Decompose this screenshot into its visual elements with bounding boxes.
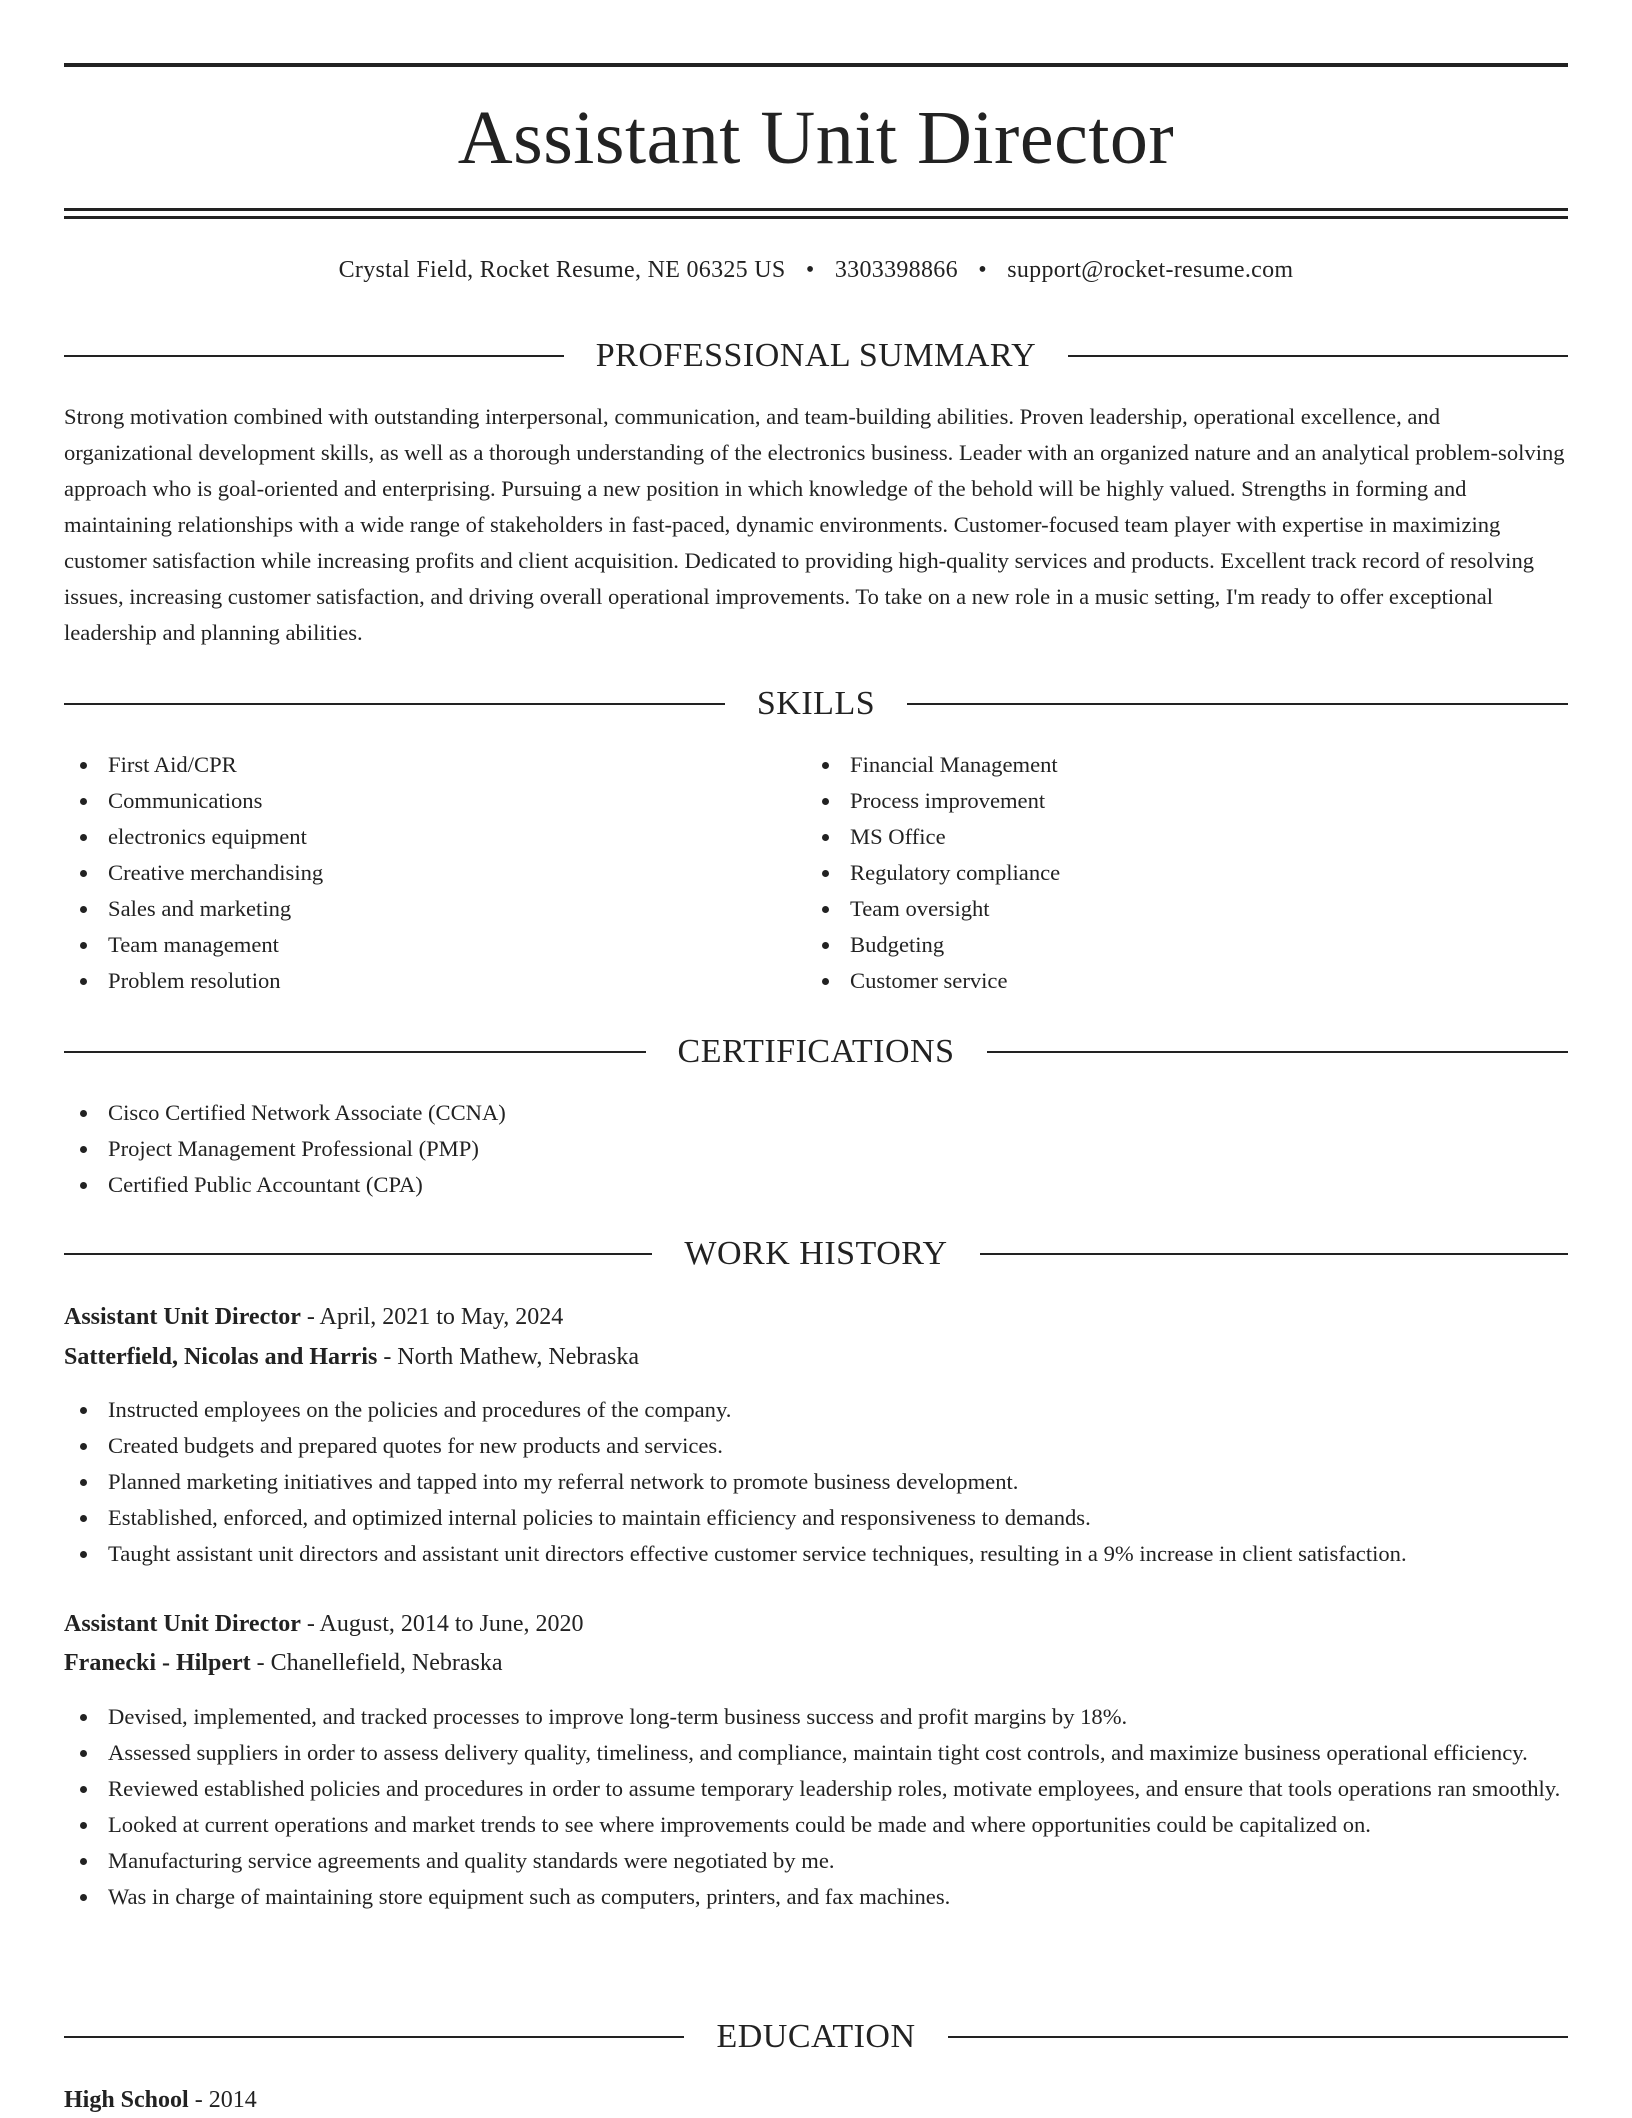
job-bullet: Taught assistant unit directors and assistant unit directors effective customer service techniques, resulting in a 9% increase in client satisfaction.: [64, 1536, 1568, 1572]
job-title: Assistant Unit Director: [64, 1611, 301, 1637]
heading-rule: [980, 1253, 1568, 1255]
skill-item: MS Office: [806, 819, 1506, 855]
job-bullet: Established, enforced, and optimized internal policies to maintain efficiency and responsiveness to demands.: [64, 1500, 1568, 1536]
heading-rule: [1068, 355, 1568, 357]
header-bottom-rule: [64, 208, 1568, 211]
work-history-section-heading: [64, 1234, 1568, 1274]
skills-list-left: [64, 747, 764, 999]
skill-item: Customer service: [806, 963, 1506, 999]
header-top-rule: [64, 63, 1568, 67]
section-title: SKILLS: [756, 685, 876, 722]
job-title-line: [64, 1606, 1568, 1642]
job-title: Assistant Unit Director: [64, 1304, 301, 1330]
certification-item: Cisco Certified Network Associate (CCNA): [64, 1095, 1568, 1131]
skill-item: Team management: [64, 927, 764, 963]
skill-item: Process improvement: [806, 783, 1506, 819]
job-bullet: Manufacturing service agreements and quality standards were negotiated by me.: [64, 1843, 1568, 1879]
skill-item: Regulatory compliance: [806, 855, 1506, 891]
education-degree: High School: [64, 2087, 189, 2113]
job-bullet: Reviewed established policies and procedures in order to assume temporary leadership roles, motivate employees, and ensure that tools operations ran smoothly.: [64, 1771, 1568, 1807]
job-bullets: [64, 1392, 1568, 1572]
skill-item: Sales and marketing: [64, 891, 764, 927]
heading-rule: [64, 703, 725, 705]
heading-rule: [64, 1051, 646, 1053]
job-location: - Chanellefield, Nebraska: [250, 1650, 503, 1676]
skill-item: Budgeting: [806, 927, 1506, 963]
contact-address: Crystal Field, Rocket Resume, NE 06325 US: [338, 257, 786, 283]
certification-item: Certified Public Accountant (CPA): [64, 1167, 1568, 1203]
job-bullets: [64, 1699, 1568, 1915]
job-title-line: [64, 1299, 1568, 1335]
skill-item: Financial Management: [806, 747, 1506, 783]
skill-item: Creative merchandising: [64, 855, 764, 891]
section-title: EDUCATION: [716, 2018, 916, 2055]
contact-line: [64, 252, 1568, 288]
heading-rule: [907, 703, 1568, 705]
certifications-section-heading: [64, 1032, 1568, 1072]
section-title: CERTIFICATIONS: [677, 1033, 955, 1070]
section-title: PROFESSIONAL SUMMARY: [595, 337, 1037, 374]
contact-separator: •: [805, 257, 815, 283]
summary-section-heading: [64, 336, 1568, 376]
section-title: WORK HISTORY: [684, 1235, 948, 1272]
header-bottom-rule-double: [64, 216, 1568, 219]
job-bullet: Created budgets and prepared quotes for new products and services.: [64, 1428, 1568, 1464]
skill-item: Communications: [64, 783, 764, 819]
skill-item: First Aid/CPR: [64, 747, 764, 783]
heading-rule: [64, 355, 564, 357]
contact-separator: •: [978, 257, 987, 283]
job-company-line: [64, 1645, 1568, 1681]
heading-rule: [64, 1253, 652, 1255]
job-location: - North Mathew, Nebraska: [377, 1344, 640, 1370]
certifications-list: [64, 1095, 1568, 1203]
education-entry: [64, 2082, 1568, 2118]
education-year: - 2014: [188, 2087, 257, 2113]
job-bullet: Assessed suppliers in order to assess delivery quality, timeliness, and compliance, maintain tight cost controls, and maximize business operational efficiency.: [64, 1735, 1568, 1771]
heading-rule: [64, 2036, 684, 2038]
job-bullet: Was in charge of maintaining store equipment such as computers, printers, and fax machines.: [64, 1879, 1568, 1915]
contact-email: support@rocket-resume.com: [1007, 257, 1294, 283]
job-dates: - April, 2021 to May, 2024: [300, 1304, 564, 1330]
skill-item: Team oversight: [806, 891, 1506, 927]
heading-rule: [948, 2036, 1568, 2038]
job-company: Franecki - Hilpert: [64, 1650, 251, 1676]
certification-item: Project Management Professional (PMP): [64, 1131, 1568, 1167]
skills-section-heading: [64, 684, 1568, 724]
job-dates: - August, 2014 to June, 2020: [300, 1611, 584, 1637]
job-bullet: Instructed employees on the policies and procedures of the company.: [64, 1392, 1568, 1428]
skill-item: electronics equipment: [64, 819, 764, 855]
heading-rule: [987, 1051, 1569, 1053]
skill-item: Problem resolution: [64, 963, 764, 999]
education-section-heading: [64, 2017, 1568, 2057]
skills-list-right: [806, 747, 1506, 999]
resume-name-heading: Assistant Unit Director: [457, 96, 1175, 180]
summary-text: Strong motivation combined with outstanding interpersonal, communication, and team-building abilities. Proven leadership, operational excellence, and organizational development skills, as well as a thorough understanding of the electronics business. Leader with an organized nature and an analytical problem-solving approach who is goal-oriented and enterprising. Pursuing a new position in which knowledge of the behold will be highly valued. Strengths in forming and maintaining relationships with a wide range of stakeholders in fast-paced, dynamic environments. Customer-focused team player with expertise in maximizing customer satisfaction while increasing profits and client acquisition. Dedicated to providing high-quality services and products. Excellent track record of resolving issues, increasing customer satisfaction, and driving overall operational improvements. To take on a new role in a music setting, I'm ready to offer exceptional leadership and planning abilities.: [64, 404, 1565, 645]
job-company-line: [64, 1339, 1568, 1375]
job-company: Satterfield, Nicolas and Harris: [64, 1344, 378, 1370]
job-bullet: Looked at current operations and market trends to see where improvements could be made and where opportunities could be capitalized on.: [64, 1807, 1568, 1843]
contact-phone: 3303398866: [834, 257, 958, 283]
job-bullet: Devised, implemented, and tracked processes to improve long-term business success and profit margins by 18%.: [64, 1699, 1568, 1735]
job-bullet: Planned marketing initiatives and tapped into my referral network to promote business development.: [64, 1464, 1568, 1500]
